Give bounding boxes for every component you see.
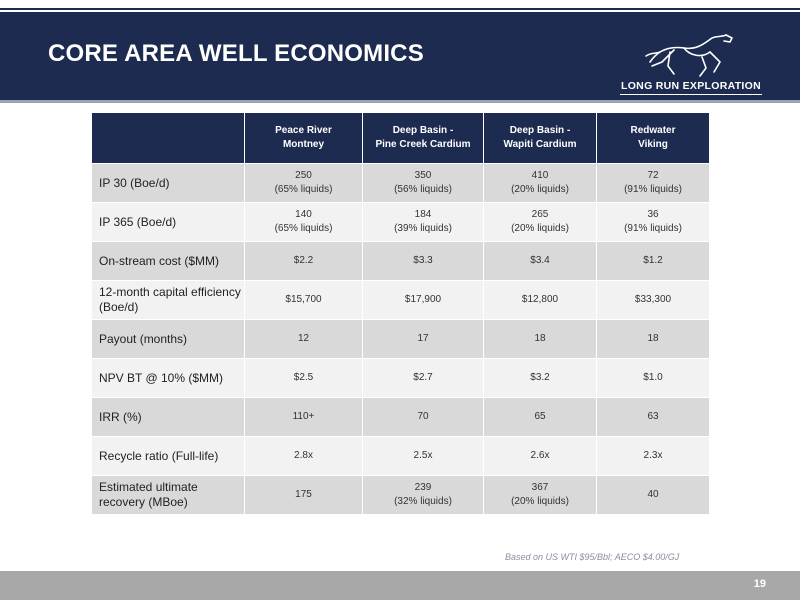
cell-value: 12 (297, 333, 310, 344)
table-row (92, 359, 710, 398)
table-cell (597, 164, 710, 203)
row-label: 12-month capital efficiency (Boe/d) (92, 281, 245, 320)
column-header-line1: Peace River (275, 125, 332, 136)
cell-value: $15,700 (285, 294, 322, 305)
logo-text: LONG RUN EXPLORATION (621, 80, 761, 92)
table-cell (597, 437, 710, 476)
cell-value: 2.3x (643, 450, 663, 461)
row-label: Recycle ratio (Full-life) (92, 437, 245, 476)
table-cell (484, 476, 597, 515)
row-label: IP 365 (Boe/d) (92, 203, 245, 242)
company-logo (616, 32, 766, 102)
table-cell (245, 320, 363, 359)
page-number: 19 (753, 578, 766, 590)
top-border (0, 0, 800, 8)
table-cell (245, 164, 363, 203)
cell-value: $17,900 (404, 294, 442, 305)
table-cell (245, 242, 363, 281)
table-cell (363, 359, 484, 398)
table-cell (363, 203, 484, 242)
table-cell (484, 398, 597, 437)
header-cell-peace-river (245, 113, 363, 164)
column-header-line2: Montney (282, 139, 325, 150)
cell-subvalue: (56% liquids) (394, 184, 452, 195)
table-cell (484, 359, 597, 398)
cell-subvalue: (20% liquids) (511, 184, 569, 195)
cell-value: $33,300 (634, 294, 672, 305)
table-row (92, 476, 710, 515)
cell-value: 17 (417, 333, 429, 344)
table-cell (484, 281, 597, 320)
row-label: On-stream cost ($MM) (92, 242, 245, 281)
cell-value: $12,800 (521, 294, 559, 305)
well-economics-table (91, 112, 710, 515)
cell-value: 40 (647, 489, 659, 500)
cell-value: 350 (414, 170, 432, 181)
table-cell (363, 437, 484, 476)
slide-footer (0, 571, 800, 600)
column-header-line1: Deep Basin - (509, 125, 571, 136)
cell-value: 2.6x (530, 450, 550, 461)
table-cell (245, 476, 363, 515)
table-row (92, 398, 710, 437)
table-cell (363, 320, 484, 359)
table-row (92, 164, 710, 203)
row-label: IP 30 (Boe/d) (92, 164, 245, 203)
cell-value: 65 (534, 411, 546, 422)
cell-subvalue: (65% liquids) (274, 223, 333, 234)
column-header-line2: Pine Creek Cardium (375, 139, 471, 150)
header-cell-pine-creek (363, 113, 484, 164)
cell-value: 175 (295, 489, 312, 500)
table-cell (597, 281, 710, 320)
column-header-line2: Viking (638, 139, 668, 150)
running-horse-icon (644, 32, 740, 78)
table-row (92, 320, 710, 359)
table-cell (484, 320, 597, 359)
table-cell (245, 359, 363, 398)
header-divider (0, 100, 800, 103)
slide-header (0, 12, 800, 100)
table-cell (597, 398, 710, 437)
cell-value: $2.7 (413, 372, 433, 383)
table-header-row (92, 113, 710, 164)
column-header-line2: Wapiti Cardium (503, 139, 577, 150)
cell-value: 2.5x (413, 450, 433, 461)
table-cell (484, 242, 597, 281)
row-label: IRR (%) (92, 398, 245, 437)
column-header-line1: Deep Basin - (392, 125, 454, 136)
table-cell (597, 476, 710, 515)
cell-value: 410 (531, 170, 549, 181)
cell-subvalue: (20% liquids) (511, 223, 569, 234)
pricing-footnote: Based on US WTI $95/Bbl; AECO $4.00/GJ (505, 552, 680, 562)
table-cell (484, 437, 597, 476)
logo-underline (620, 94, 762, 95)
table-row (92, 242, 710, 281)
table-cell (597, 320, 710, 359)
table-cell (363, 476, 484, 515)
cell-subvalue: (32% liquids) (394, 496, 452, 507)
cell-subvalue: (65% liquids) (274, 184, 333, 195)
table-cell (245, 398, 363, 437)
table-row (92, 437, 710, 476)
cell-value: $3.2 (530, 372, 550, 383)
table-cell (245, 203, 363, 242)
table-cell (363, 398, 484, 437)
cell-subvalue: (39% liquids) (394, 223, 452, 234)
table-cell (245, 281, 363, 320)
cell-value: $3.4 (530, 255, 550, 266)
cell-subvalue: (91% liquids) (624, 184, 682, 195)
cell-subvalue: (91% liquids) (624, 223, 682, 234)
table-cell (363, 281, 484, 320)
table-cell (484, 203, 597, 242)
cell-value: $2.2 (293, 255, 314, 266)
cell-value: 265 (531, 209, 549, 220)
cell-value: 140 (295, 209, 312, 220)
cell-value: $2.5 (293, 372, 314, 383)
cell-value: 250 (295, 170, 312, 181)
table-row (92, 281, 710, 320)
header-cell-wapiti (484, 113, 597, 164)
cell-value: 184 (414, 209, 432, 220)
cell-value: 63 (647, 411, 659, 422)
table-body (92, 164, 710, 515)
row-label: Estimated ultimate recovery (MBoe) (92, 476, 245, 515)
cell-value: 70 (417, 411, 429, 422)
table-row (92, 203, 710, 242)
cell-value: 18 (647, 333, 659, 344)
table-cell (597, 242, 710, 281)
table-cell (597, 359, 710, 398)
cell-value: 2.8x (294, 450, 313, 461)
column-header-line1: Redwater (630, 125, 676, 136)
cell-value: 36 (647, 209, 659, 220)
table-cell (245, 437, 363, 476)
header-cell-redwater (597, 113, 710, 164)
cell-value: $1.2 (643, 255, 663, 266)
row-label: Payout (months) (92, 320, 245, 359)
cell-subvalue: (20% liquids) (511, 496, 569, 507)
table-cell (363, 242, 484, 281)
cell-value: $1.0 (643, 372, 663, 383)
cell-value: 367 (531, 482, 549, 493)
table-cell (363, 164, 484, 203)
cell-value: 110+ (292, 411, 315, 422)
table-cell (484, 164, 597, 203)
cell-value: 72 (647, 170, 659, 181)
slide-title: CORE AREA WELL ECONOMICS (48, 40, 424, 67)
top-rule (0, 8, 800, 10)
table-cell (597, 203, 710, 242)
cell-value: 239 (414, 482, 432, 493)
cell-value: $3.3 (413, 255, 433, 266)
header-cell-blank (92, 113, 245, 164)
cell-value: 18 (534, 333, 546, 344)
row-label: NPV BT @ 10% ($MM) (92, 359, 245, 398)
